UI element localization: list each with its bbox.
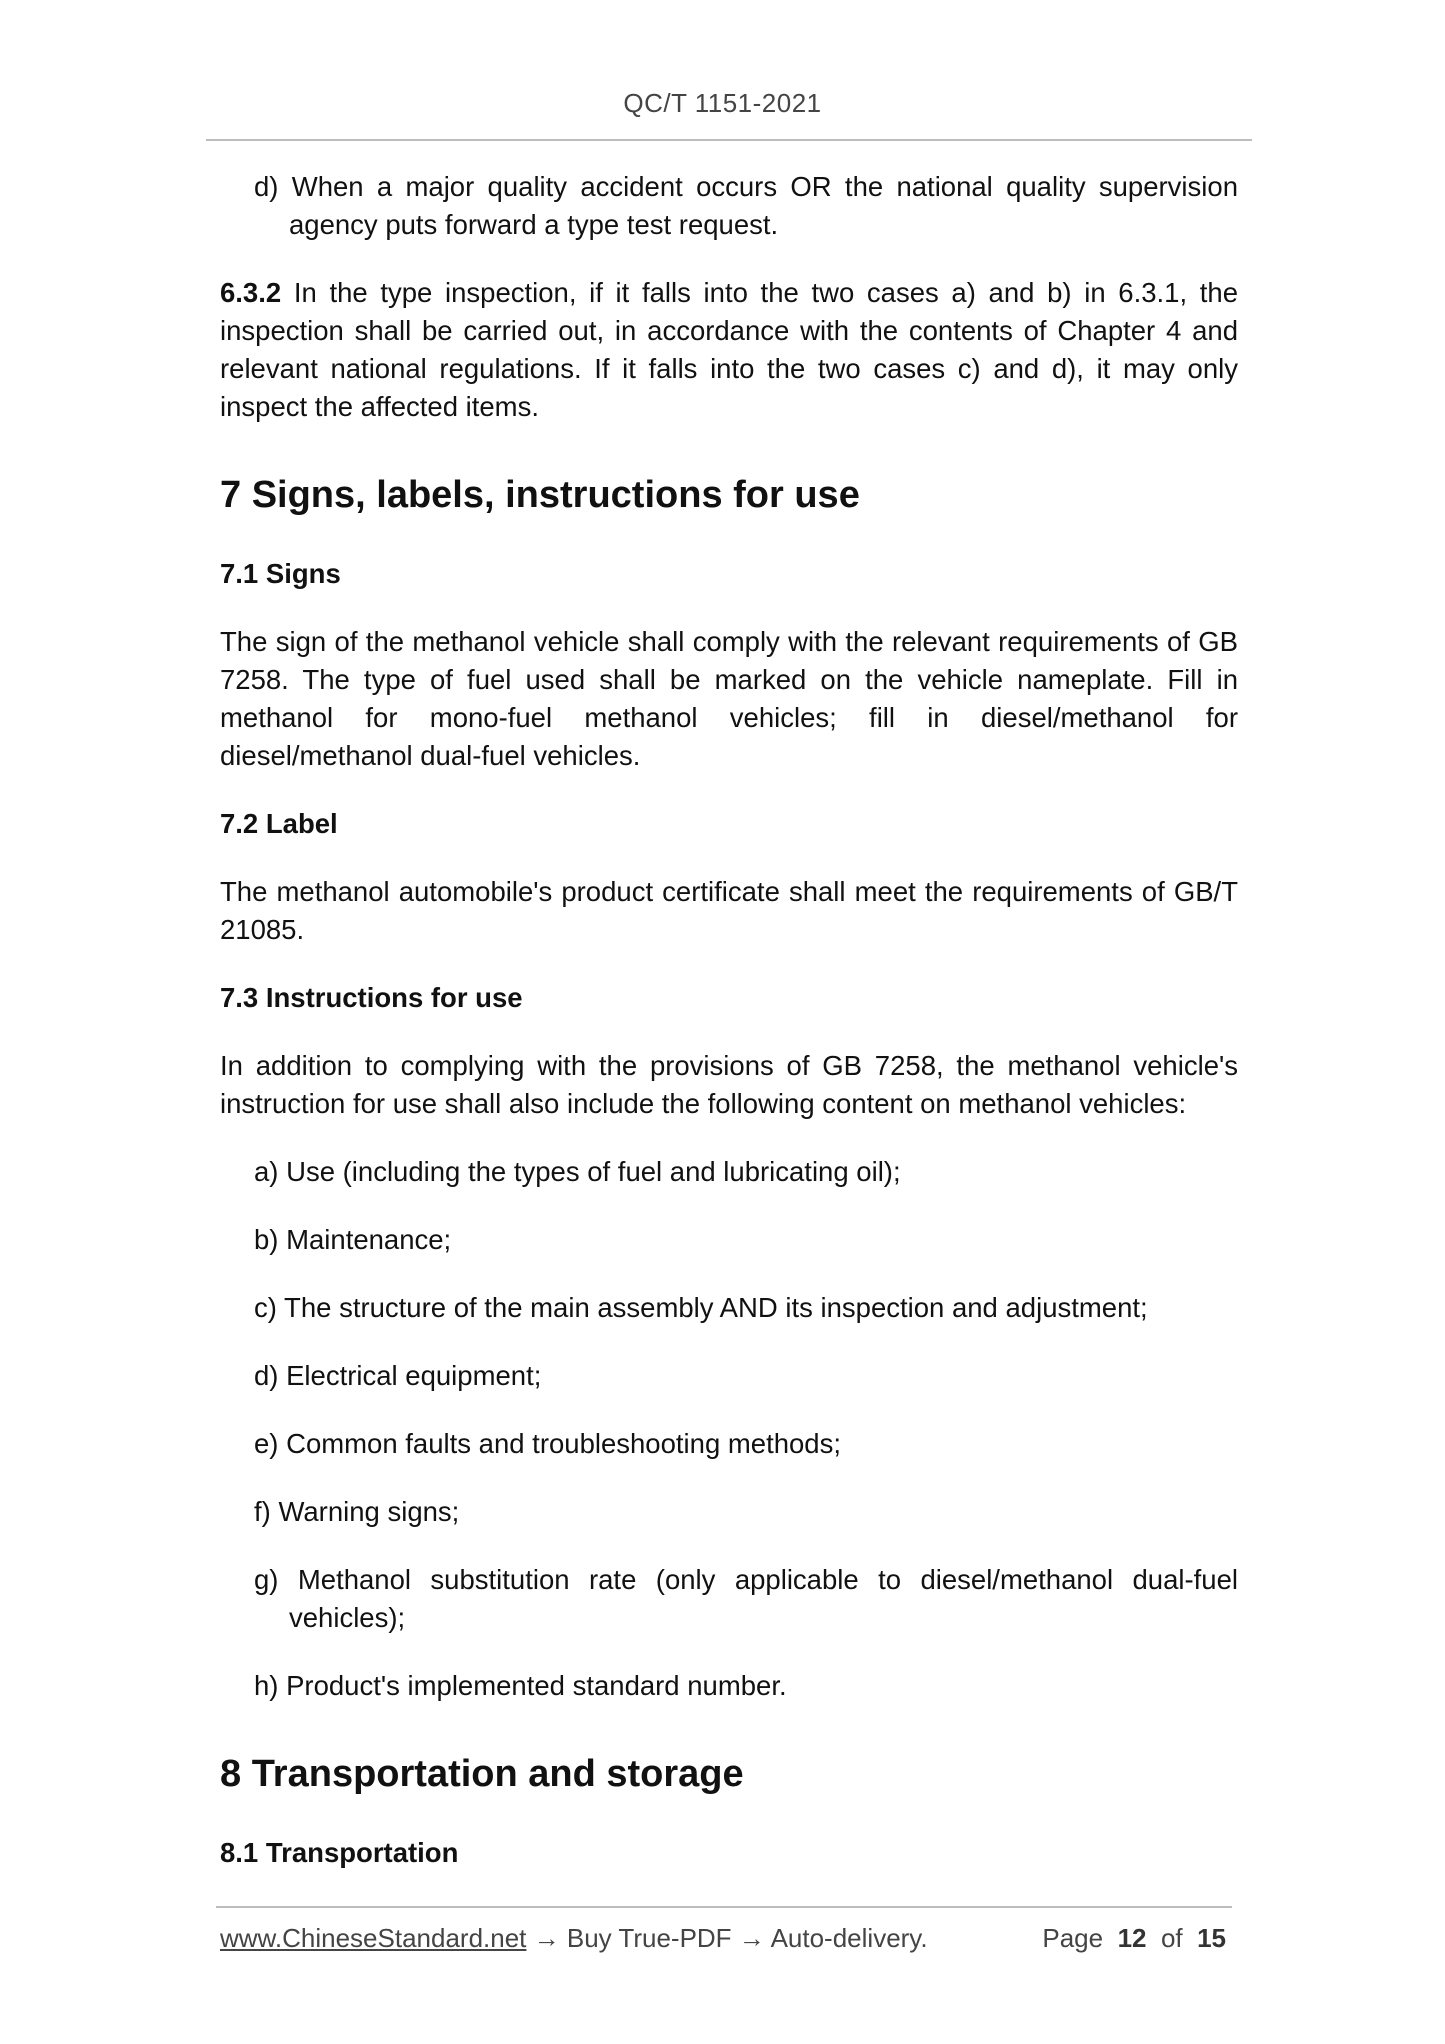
paragraph-7-2: The methanol automobile's product certificate shall meet the requirements of GB/T 21085. xyxy=(220,876,1238,945)
list-item: f) Warning signs; xyxy=(254,1496,460,1527)
paragraph-7-1: The sign of the methanol vehicle shall comply with the relevant requirements of GB 7258. The type of fuel used shall be marked on the vehicle nameplate. Fill in methanol for mono-fuel methanol vehicles; fill in diesel/methanol for diesel/methanol dual-fuel vehicles. xyxy=(220,626,1238,771)
page-label: Page xyxy=(1042,1923,1104,1953)
page-of-label: of xyxy=(1160,1923,1183,1953)
paragraph-7-3: In addition to complying with the provisions of GB 7258, the methanol vehicle's instruction for use shall also include the following content on methanol vehicles: xyxy=(220,1050,1238,1119)
page-indicator xyxy=(1042,1923,1226,1954)
list-item-6-3-1-d: d) When a major quality accident occurs OR the national quality supervision agency puts forward a type test request. xyxy=(254,171,1238,240)
document-id-header: QC/T 1151-2021 xyxy=(623,88,822,118)
list-item: e) Common faults and troubleshooting methods; xyxy=(254,1428,841,1459)
footer-divider xyxy=(216,1906,1232,1908)
page-content xyxy=(220,168,1238,1872)
paragraph-text: In the type inspection, if it falls into the two cases a) and b) in 6.3.1, the inspection shall be carried out, in accordance with the contents of Chapter 4 and relevant national regulations. If it falls into the two cases c) and d), it may only inspect the affected items. xyxy=(220,277,1238,422)
section-7-heading: 7 Signs, labels, instructions for use xyxy=(220,474,860,516)
website-link[interactable]: www.ChineseStandard.net xyxy=(220,1923,527,1953)
list-item: d) Electrical equipment; xyxy=(254,1360,542,1391)
list-item: c) The structure of the main assembly AND its inspection and adjustment; xyxy=(254,1292,1148,1323)
subsection-7-1-heading: 7.1 Signs xyxy=(220,558,341,589)
subsection-7-3-heading: 7.3 Instructions for use xyxy=(220,982,523,1013)
subsection-7-2-heading: 7.2 Label xyxy=(220,808,338,839)
clause-number: 6.3.2 xyxy=(220,277,282,308)
footer-tagline: → Buy True-PDF → Auto-delivery. xyxy=(526,1923,928,1953)
header-divider xyxy=(206,139,1252,141)
paragraph-6-3-2 xyxy=(220,274,1238,426)
page-total: 15 xyxy=(1197,1923,1226,1953)
subsection-8-1-heading: 8.1 Transportation xyxy=(220,1837,459,1868)
list-item: a) Use (including the types of fuel and lubricating oil); xyxy=(254,1156,901,1187)
section-8-heading: 8 Transportation and storage xyxy=(220,1753,744,1795)
list-item: g) Methanol substitution rate (only applicable to diesel/methanol dual-fuel vehicles); xyxy=(254,1564,1238,1633)
page-footer xyxy=(220,1923,1232,1954)
list-item: b) Maintenance; xyxy=(254,1224,452,1255)
page-current: 12 xyxy=(1117,1923,1147,1953)
list-item: h) Product's implemented standard number. xyxy=(254,1670,787,1701)
